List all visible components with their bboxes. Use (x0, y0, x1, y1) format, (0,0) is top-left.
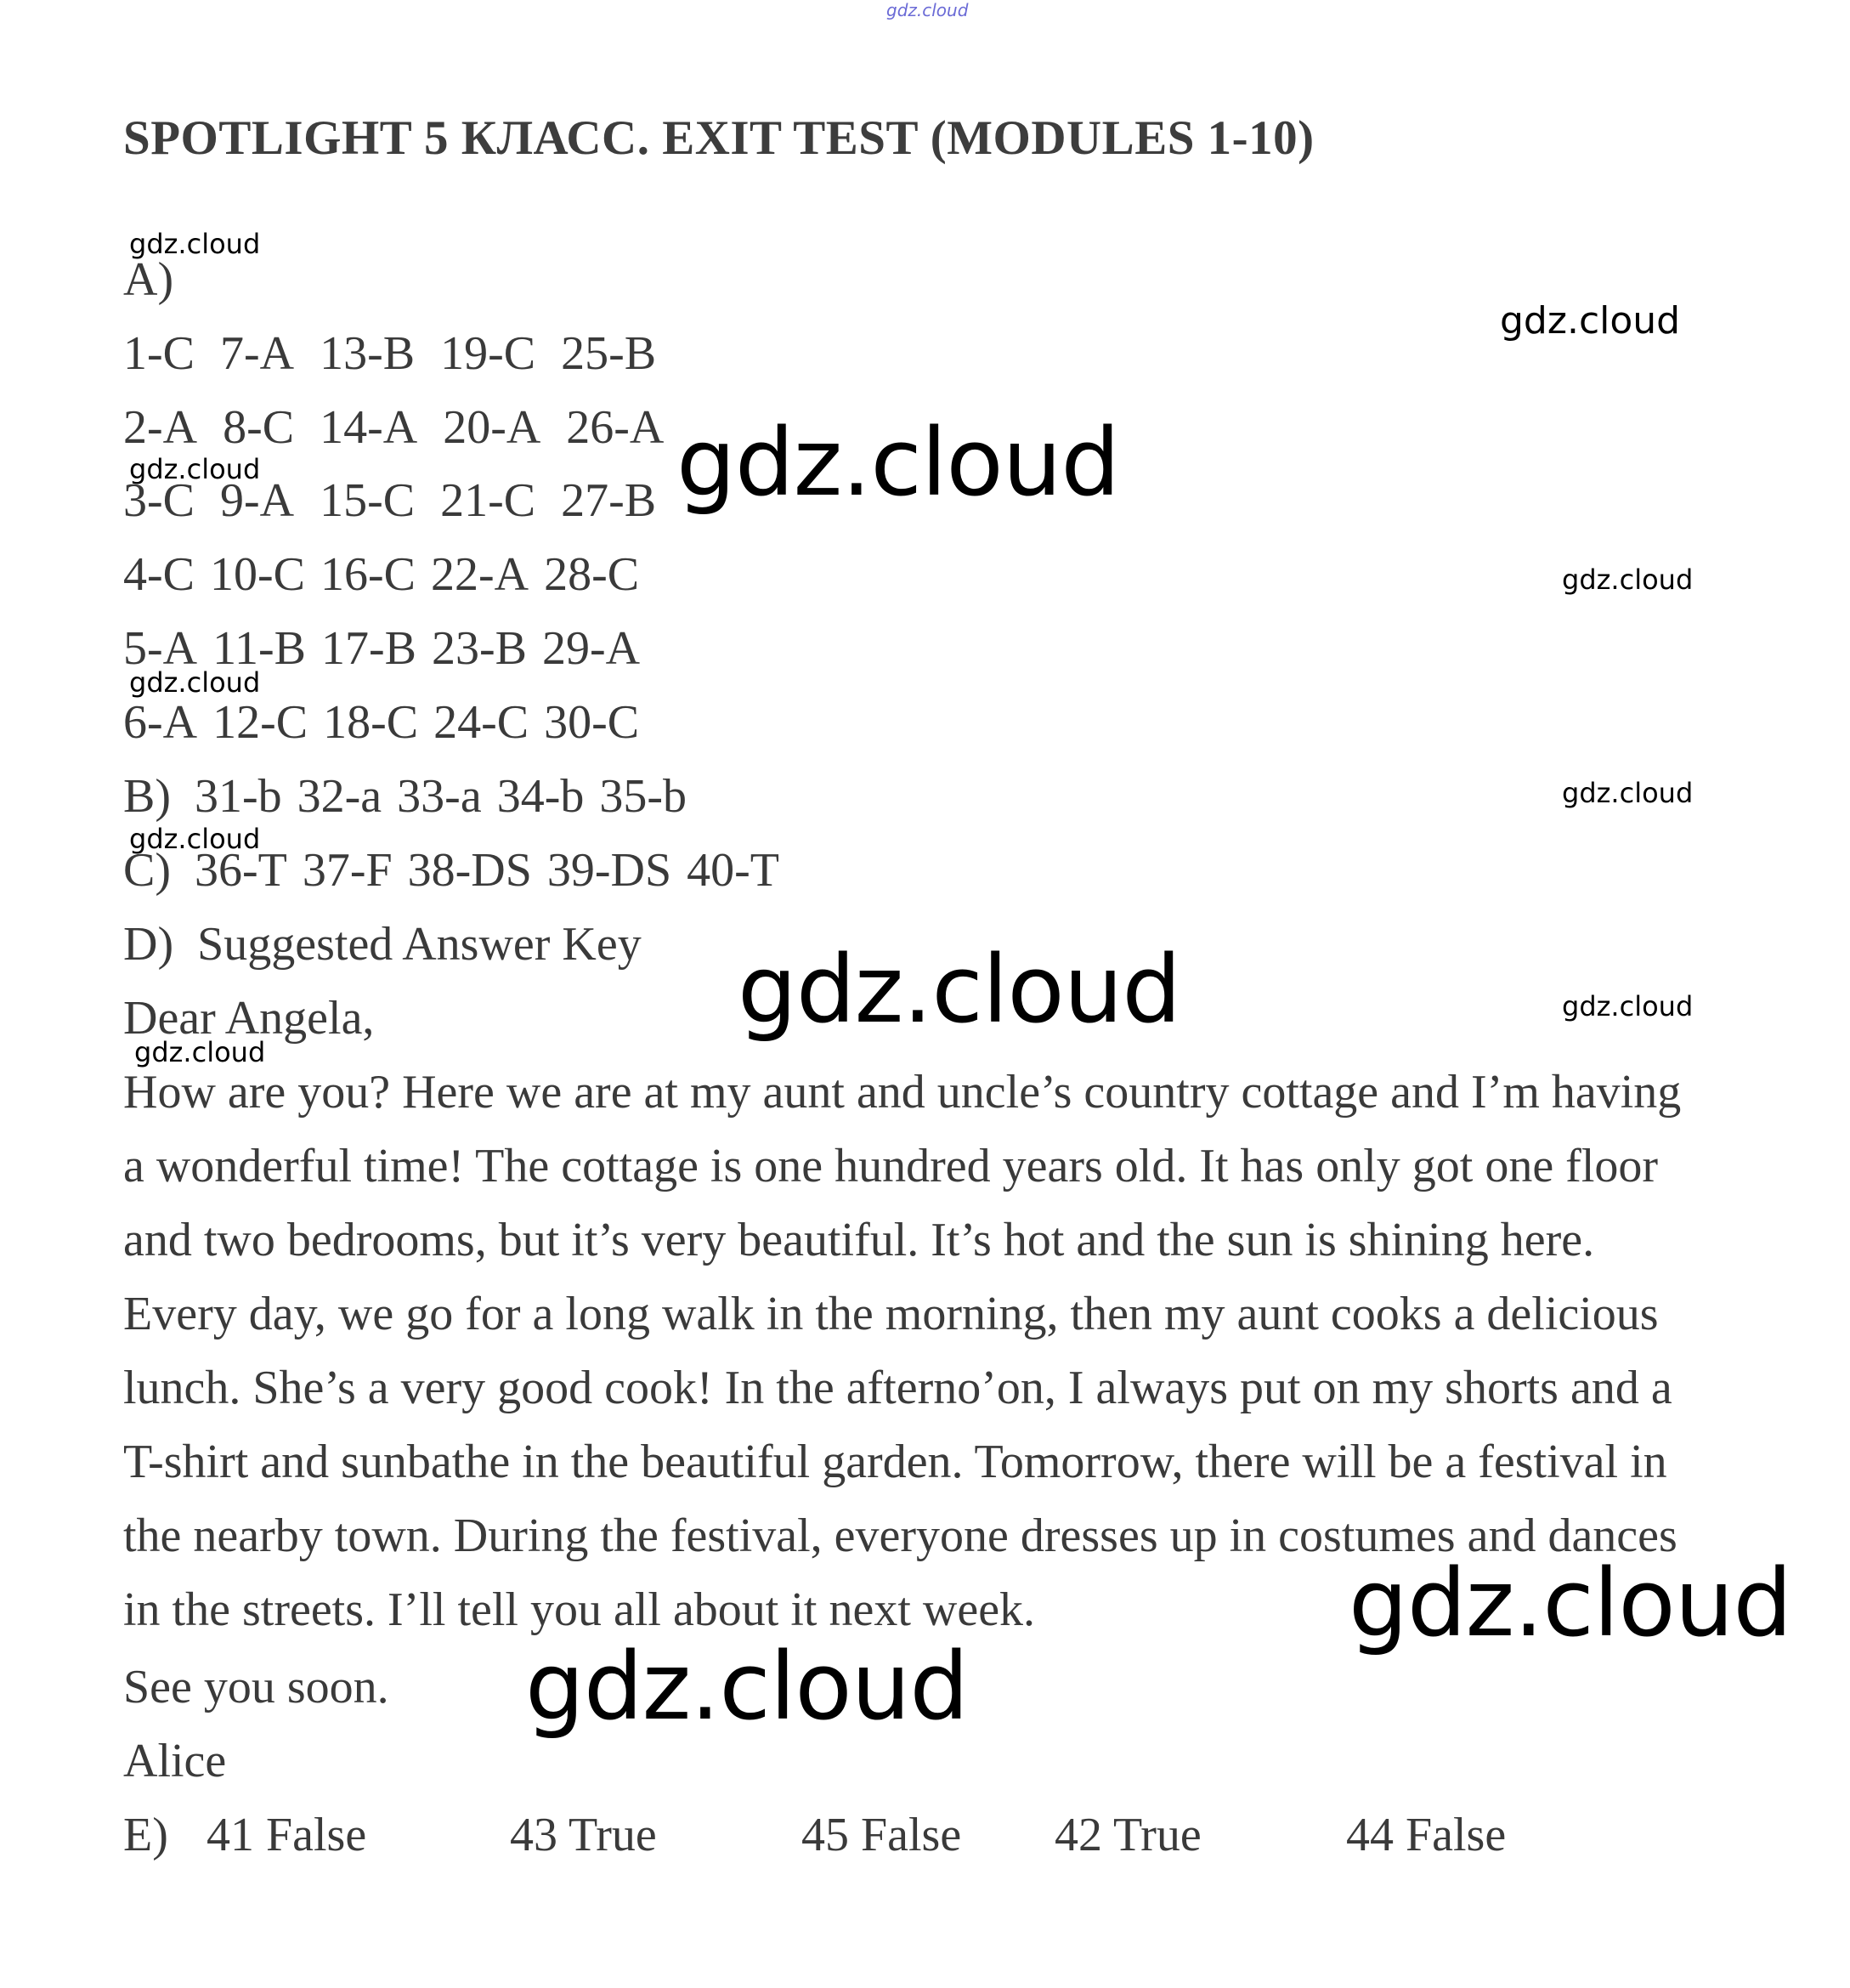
answer-item: 20-A (443, 401, 541, 454)
section-d-heading: Suggested Answer Key (197, 918, 642, 971)
answer-item: 21-C (440, 474, 536, 527)
answer-item: 26-A (566, 401, 665, 454)
watermark: gdz.cloud (134, 1036, 266, 1068)
section-a-row (123, 695, 654, 750)
answer-item: 32-a (297, 770, 382, 823)
answer-item: 18-C (323, 696, 419, 749)
watermark: gdz.cloud (525, 1632, 969, 1741)
answer-item: 15-C (320, 474, 416, 527)
section-d-label: D) (123, 918, 174, 971)
answer-item: 17-B (321, 622, 417, 675)
answer-item: 29-A (542, 622, 641, 675)
letter-body-line: a wonderful time! The cottage is one hundred years old. It has only got one floor (123, 1140, 1659, 1192)
watermark: gdz.cloud (129, 453, 261, 485)
watermark: gdz.cloud (1562, 564, 1694, 596)
section-b-label: B) (123, 770, 171, 823)
answer-item: 28-C (544, 548, 640, 601)
answer-item: 11-B (212, 622, 307, 675)
answer-item: 44 False (1346, 1809, 1507, 1861)
answer-item: 36-T (195, 844, 287, 897)
answer-item: 34-b (496, 770, 585, 823)
answer-item: 22-A (431, 548, 529, 601)
letter-closing: See you soon. (123, 1661, 389, 1713)
answer-item: 25-B (561, 327, 657, 380)
letter-body-line: Every day, we go for a long walk in the morning, then my aunt cooks a delicious (123, 1288, 1659, 1340)
section-a-label: A) (123, 253, 174, 306)
header-watermark: gdz.cloud (886, 0, 969, 20)
answer-item: 38-DS (407, 844, 532, 897)
section-a-row (123, 547, 654, 602)
watermark: gdz.cloud (1562, 990, 1694, 1022)
answer-item: 35-b (599, 770, 687, 823)
answer-item: 23-B (432, 622, 528, 675)
answer-item: 41 False (206, 1809, 367, 1861)
answer-item: 5-A (123, 622, 198, 675)
letter-body-line: and two bedrooms, but it’s very beautiful. It’s hot and the sun is shining here. (123, 1214, 1595, 1266)
answer-item: 1-C (123, 327, 195, 380)
answer-item: 27-B (561, 474, 657, 527)
answer-item: 8-C (223, 401, 295, 454)
answer-item: 19-C (440, 327, 536, 380)
answer-item: 12-C (212, 696, 308, 749)
letter-body-line: lunch. She’s a very good cook! In the afterno’on, I always put on my shorts and a (123, 1362, 1672, 1414)
answer-item: 43 True (510, 1809, 657, 1861)
answer-item: 4-C (123, 548, 195, 601)
answer-item: 10-C (210, 548, 305, 601)
answer-item: 42 True (1055, 1809, 1202, 1861)
watermark: gdz.cloud (129, 823, 261, 855)
answer-item: 2-A (123, 401, 198, 454)
watermark: gdz.cloud (1562, 777, 1694, 809)
answer-item: 9-A (220, 474, 295, 527)
answer-item: 37-F (302, 844, 393, 897)
answer-item: 14-A (320, 401, 418, 454)
letter-body-line: How are you? Here we are at my aunt and uncle’s country cottage and I’m having (123, 1066, 1682, 1119)
watermark: gdz.cloud (738, 935, 1181, 1044)
answer-item: 16-C (320, 548, 416, 601)
answer-item: 24-C (433, 696, 529, 749)
letter-body-line: T-shirt and sunbathe in the beautiful garden. Tomorrow, there will be a festival in (123, 1436, 1667, 1488)
letter-greeting: Dear Angela, (123, 992, 375, 1045)
letter-signature: Alice (123, 1735, 227, 1787)
watermark: gdz.cloud (1349, 1549, 1792, 1657)
letter-body-line: in the streets. I’ll tell you all about it next week. (123, 1583, 1036, 1636)
answer-item: 39-DS (546, 844, 672, 897)
watermark: gdz.cloud (129, 228, 261, 260)
answer-item: 33-a (397, 770, 482, 823)
answer-item: 45 False (801, 1809, 962, 1861)
answer-item: 40-T (687, 844, 779, 897)
answer-item: 30-C (544, 696, 640, 749)
section-c-label: C) (123, 844, 171, 897)
section-d (123, 917, 642, 971)
watermark: gdz.cloud (676, 408, 1120, 517)
answer-item: 6-A (123, 696, 198, 749)
section-a-row (123, 400, 689, 455)
section-a-row (123, 326, 682, 381)
letter-body-line: the nearby town. During the festival, everyone dresses up in costumes and dances (123, 1509, 1677, 1562)
watermark: gdz.cloud (1500, 299, 1681, 343)
answer-item: 31-b (195, 770, 282, 823)
section-b (123, 769, 702, 824)
answer-item: 13-B (320, 327, 416, 380)
answer-item: 3-C (123, 474, 195, 527)
answer-item: 7-A (220, 327, 295, 380)
watermark: gdz.cloud (129, 666, 261, 699)
page-title: SPOTLIGHT 5 КЛАСС. EXIT TEST (MODULES 1-10) (123, 111, 1315, 165)
section-e-label: E) (123, 1809, 168, 1861)
